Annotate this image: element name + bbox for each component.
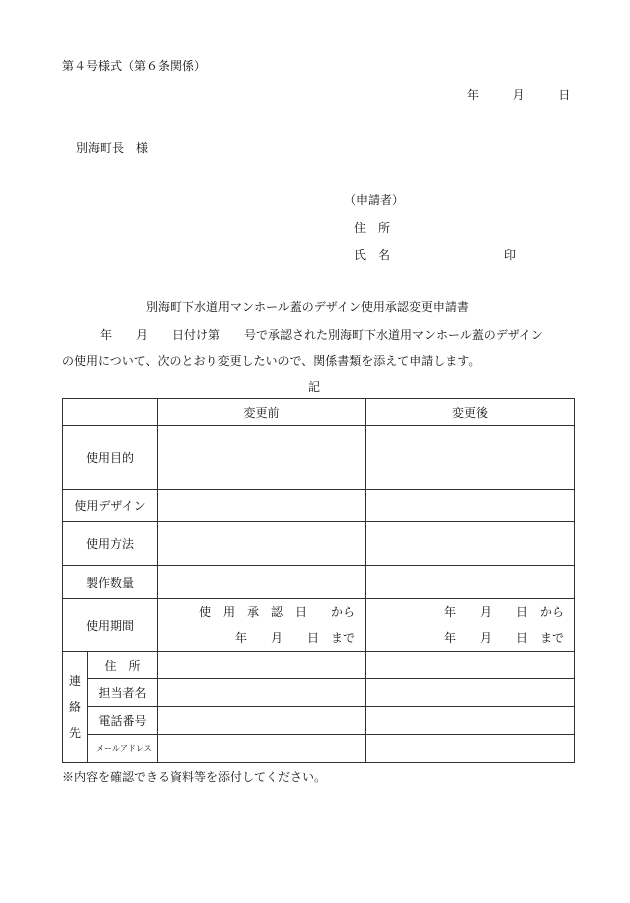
- ki-label: 記: [308, 380, 321, 394]
- quantity-before-field[interactable]: [158, 566, 366, 599]
- contact-person-after-field[interactable]: [366, 679, 575, 707]
- period-after-from: 年 月 日 から: [443, 605, 564, 619]
- date-year: 年: [467, 88, 480, 102]
- purpose-after-field[interactable]: [366, 426, 575, 490]
- contact-address-after-field[interactable]: [366, 652, 575, 679]
- period-before-from: 使 用 承 認 日 から: [198, 605, 355, 619]
- seal-mark: 印: [504, 248, 517, 262]
- period-after-field[interactable]: [366, 599, 575, 652]
- col-before-header: 変更前: [158, 399, 366, 426]
- row-label-contact-email: メールアドレス: [88, 735, 158, 763]
- period-before-field[interactable]: [158, 599, 366, 652]
- contact-label-text: 連 絡 先: [68, 674, 81, 740]
- table-row-contact-email: [63, 735, 575, 763]
- header-blank-cell: [63, 399, 158, 426]
- row-label-quantity: 製作数量: [63, 566, 158, 599]
- document-title: 別海町下水道用マンホール蓋のデザイン使用承認変更申請書: [146, 300, 469, 314]
- body-text-line1: 年 月 日付け第 号で承認された別海町下水道用マンホール蓋のデザイン: [100, 328, 543, 342]
- col-after-header: 変更後: [366, 399, 575, 426]
- table-row-contact-address: [63, 652, 575, 679]
- design-after-field[interactable]: [366, 490, 575, 522]
- period-after-until: 年 月 日 まで: [443, 631, 564, 645]
- table-row-period: [63, 599, 575, 652]
- method-before-field[interactable]: [158, 522, 366, 566]
- contact-email-before-field[interactable]: [158, 735, 366, 763]
- contact-group-label: [63, 652, 88, 763]
- contact-phone-after-field[interactable]: [366, 707, 575, 735]
- row-label-contact-address: 住 所: [88, 652, 158, 679]
- row-label-purpose: 使用目的: [63, 426, 158, 490]
- purpose-before-field[interactable]: [158, 426, 366, 490]
- body-text-line2: の使用について、次のとおり変更したいので、関係書類を添えて申請します。: [62, 354, 481, 368]
- application-date: [467, 86, 570, 103]
- period-before-until: 年 月 日 まで: [234, 631, 355, 645]
- row-label-contact-person: 担当者名: [88, 679, 158, 707]
- table-row-purpose: [63, 426, 575, 490]
- attachment-note: ※内容を確認できる資料等を添付してください。: [62, 770, 327, 784]
- applicant-address-label: 住 所: [354, 221, 391, 235]
- applicant-label: （申請者）: [344, 193, 405, 207]
- table-row-method: [63, 522, 575, 566]
- table-row-design: [63, 490, 575, 522]
- quantity-after-field[interactable]: [366, 566, 575, 599]
- design-before-field[interactable]: [158, 490, 366, 522]
- method-after-field[interactable]: [366, 522, 575, 566]
- addressee: 別海町長 様: [76, 141, 149, 155]
- change-form-table: [62, 398, 575, 763]
- row-label-contact-phone: 電話番号: [88, 707, 158, 735]
- contact-person-before-field[interactable]: [158, 679, 366, 707]
- row-label-period: 使用期間: [63, 599, 158, 652]
- form-number: 第４号様式（第６条関係）: [62, 59, 207, 73]
- table-header-row: [63, 399, 575, 426]
- contact-address-before-field[interactable]: [158, 652, 366, 679]
- date-month: 月: [512, 88, 525, 102]
- table-row-quantity: [63, 566, 575, 599]
- row-label-method: 使用方法: [63, 522, 158, 566]
- table-row-contact-person: [63, 679, 575, 707]
- applicant-name-label: 氏 名: [354, 248, 391, 262]
- row-label-design: 使用デザイン: [63, 490, 158, 522]
- table-row-contact-phone: [63, 707, 575, 735]
- contact-phone-before-field[interactable]: [158, 707, 366, 735]
- contact-email-after-field[interactable]: [366, 735, 575, 763]
- date-day: 日: [558, 88, 571, 102]
